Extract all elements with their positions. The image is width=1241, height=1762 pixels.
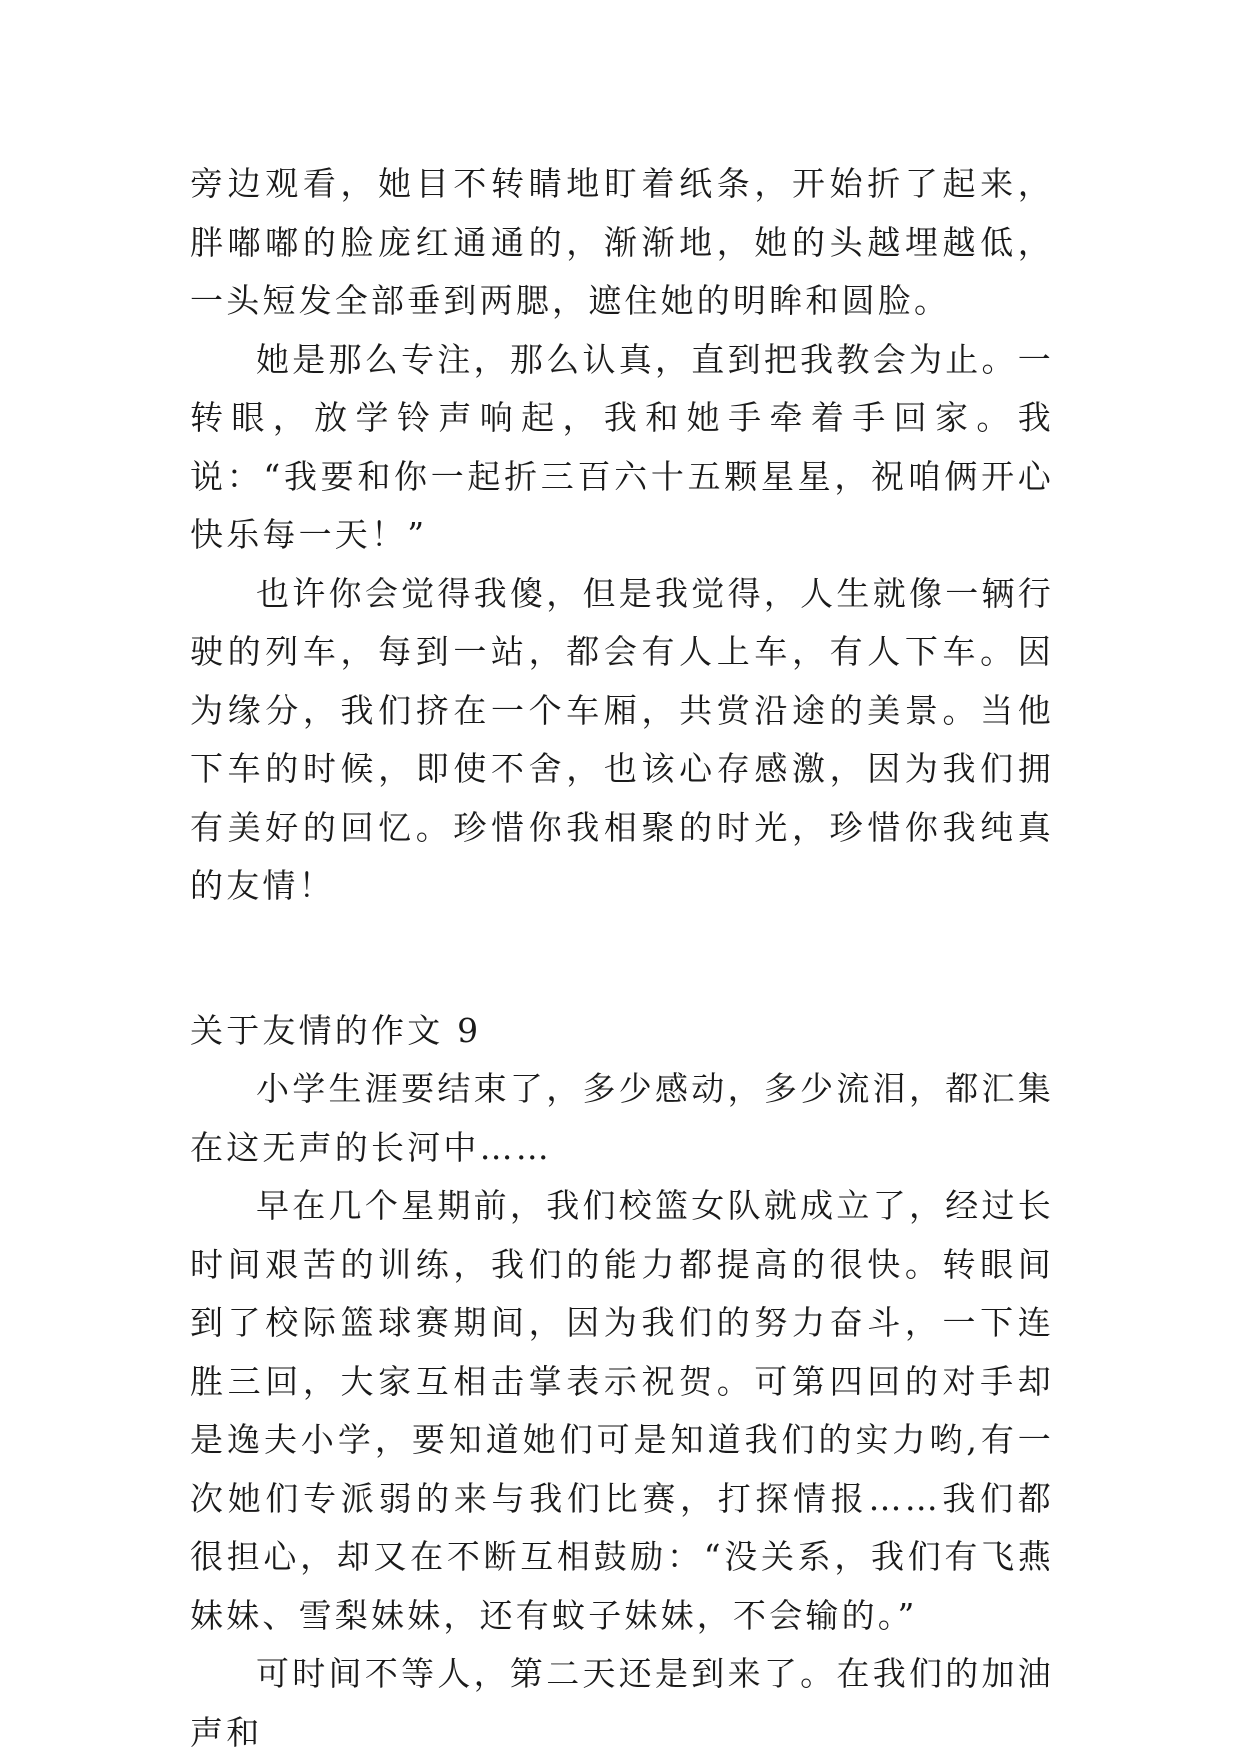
section-heading: 关于友情的作文 9 xyxy=(190,1010,482,1050)
paragraph: 也许你会觉得我傻，但是我觉得，人生就像一辆行驶的列车，每到一站，都会有人上车，有人下车。因为缘分，我们挤在一个车厢，共赏沿途的美景。当他下车的时候，即使不舍，也该心存感激，因为我们拥有美好的回忆。珍惜你我相聚的时光，珍惜你我纯真的友情！ xyxy=(190,573,1054,905)
paragraph: 旁边观看，她目不转睛地盯着纸条，开始折了起来，胖嘟嘟的脸庞红通通的，渐渐地，她的头越埋越低，一头短发全部垂到两腮，遮住她的明眸和圆脸。 xyxy=(190,164,1054,320)
document-page xyxy=(190,155,1054,1762)
paragraph: 她是那么专注，那么认真，直到把我教会为止。一转眼，放学铃声响起，我和她手牵着手回家。我说：“我要和你一起折三百六十五颗星星，祝咱俩开心快乐每一天！” xyxy=(190,339,1054,554)
paragraph: 早在几个星期前，我们校篮女队就成立了，经过长时间艰苦的训练，我们的能力都提高的很快。转眼间到了校际篮球赛期间，因为我们的努力奋斗，一下连胜三回，大家互相击掌表示祝贺。可第四回的对手却是逸夫小学，要知道她们可是知道我们的实力哟,有一次她们专派弱的来与我们比赛，打探情报……我们都很担心，却又在不断互相鼓励：“没关系，我们有飞燕妹妹、雪梨妹妹，还有蚊子妹妹，不会输的。” xyxy=(190,1186,1054,1635)
paragraph: 可时间不等人，第二天还是到来了。在我们的加油声和 xyxy=(190,1654,1054,1752)
paragraph: 小学生涯要结束了，多少感动，多少流泪，都汇集在这无声的长河中…… xyxy=(190,1069,1054,1167)
